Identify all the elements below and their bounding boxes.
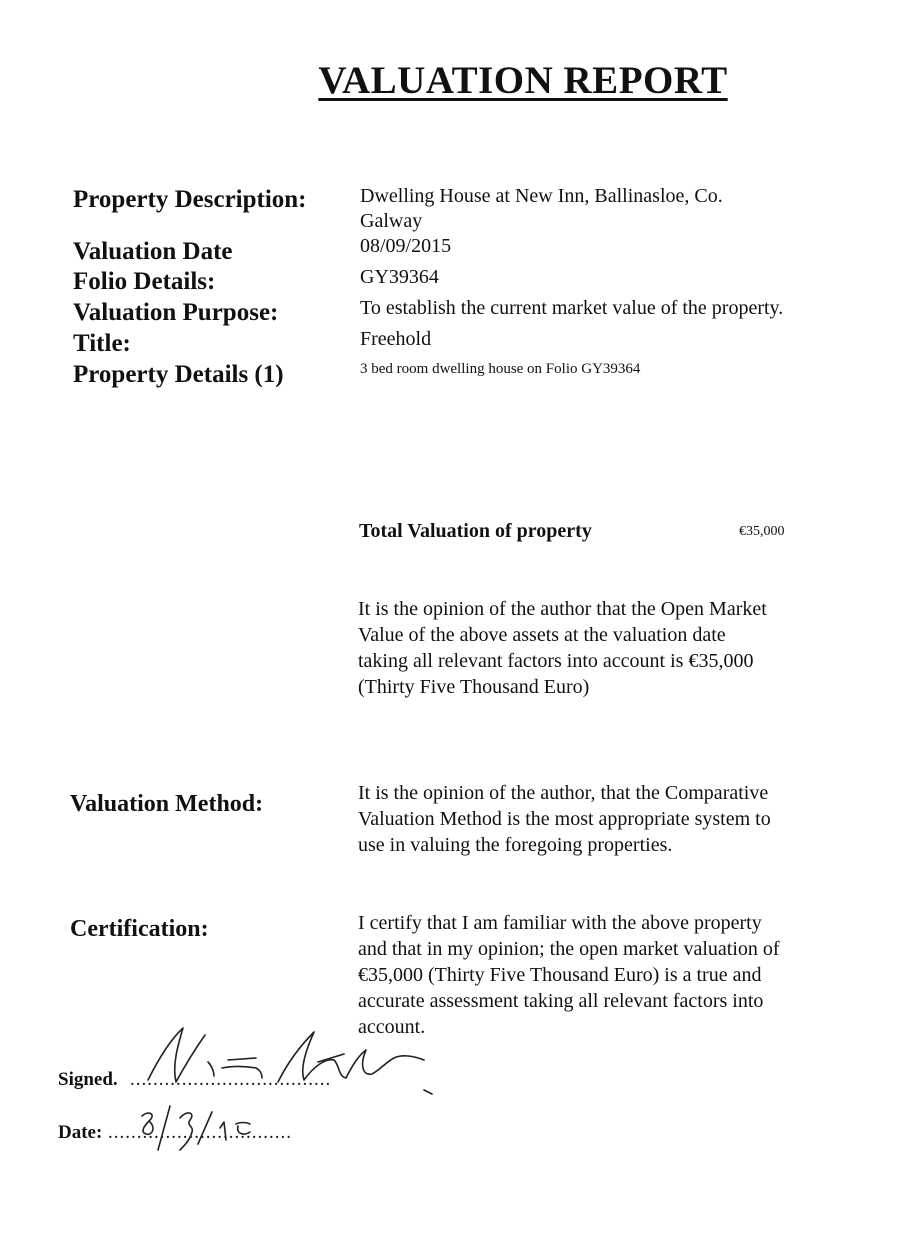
- folio-details-value: GY39364: [360, 266, 439, 288]
- property-details-value: 3 bed room dwelling house on Folio GY39364: [360, 361, 641, 377]
- opinion-line-4: (Thirty Five Thousand Euro): [358, 676, 590, 698]
- valuation-date-label: Valuation Date: [73, 238, 233, 265]
- date-label: Date:: [58, 1122, 103, 1143]
- valuation-method-line-2: Valuation Method is the most appropriate system to: [358, 808, 771, 830]
- signature-strokes: [148, 1028, 432, 1094]
- title-value: Freehold: [360, 328, 432, 350]
- opinion-line-2: Value of the above assets at the valuation date: [358, 624, 726, 646]
- property-details-label: Property Details (1): [73, 361, 284, 388]
- certification-line-3: €35,000 (Thirty Five Thousand Euro) is a true and: [358, 964, 762, 986]
- property-description-line-2: Galway: [360, 210, 423, 232]
- signed-label: Signed.: [58, 1069, 118, 1090]
- date-dotted-line: ................................: [108, 1122, 292, 1143]
- certification-line-5: account.: [358, 1016, 426, 1038]
- report-title-text: VALUATION REPORT: [318, 59, 728, 102]
- folio-details-label: Folio Details:: [73, 268, 216, 295]
- opinion-line-3: taking all relevant factors into account is €35,000: [358, 650, 754, 672]
- valuation-purpose-value: To establish the current market value of the property.: [360, 297, 784, 319]
- signed-dotted-line: ...................................: [130, 1069, 332, 1090]
- property-description-label: Property Description:: [73, 186, 307, 213]
- title-label: Title:: [73, 330, 131, 357]
- property-description-line-1: Dwelling House at New Inn, Ballinasloe, Co.: [360, 185, 723, 207]
- valuation-date-value: 08/09/2015: [360, 235, 452, 257]
- certification-line-1: I certify that I am familiar with the above property: [358, 912, 762, 934]
- valuation-method-label: Valuation Method:: [70, 791, 264, 817]
- handwritten-date-strokes: [142, 1106, 250, 1150]
- total-valuation-label: Total Valuation of property: [359, 520, 592, 542]
- valuation-purpose-label: Valuation Purpose:: [73, 299, 279, 326]
- valuation-method-line-3: use in valuing the foregoing properties.: [358, 834, 673, 856]
- certification-line-2: and that in my opinion; the open market valuation of: [358, 938, 780, 960]
- valuation-method-line-1: It is the opinion of the author, that the Comparative: [358, 782, 769, 804]
- opinion-line-1: It is the opinion of the author that the Open Market: [358, 598, 767, 620]
- total-valuation-value: €35,000: [739, 524, 785, 539]
- certification-line-4: accurate assessment taking all relevant factors into: [358, 990, 764, 1012]
- certification-label: Certification:: [70, 916, 209, 942]
